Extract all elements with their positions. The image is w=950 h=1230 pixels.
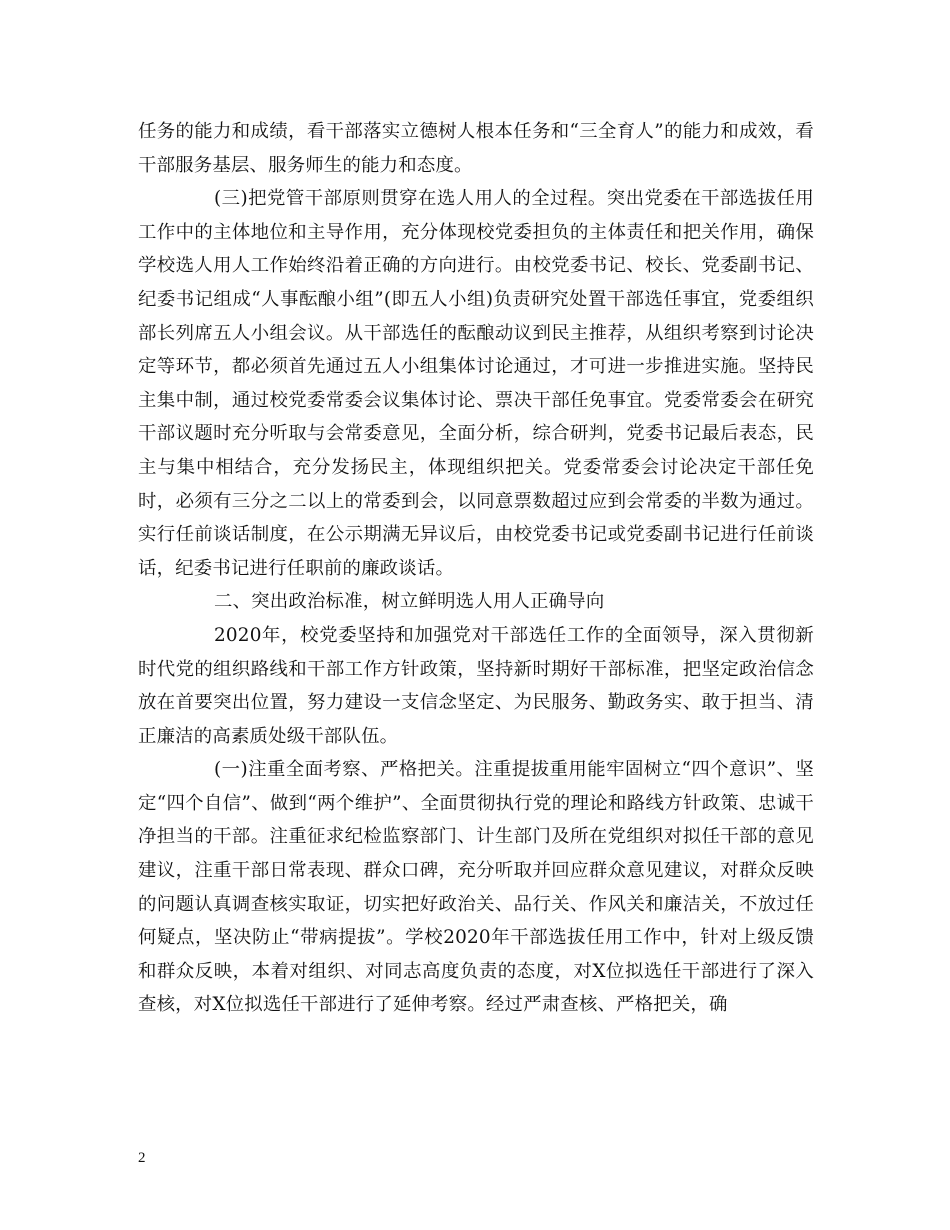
page-number: 2 (138, 1150, 146, 1166)
paragraph-continuation: 任务的能力和成绩，看干部落实立德树人根本任务和“三全育人”的能力和成效，看干部服务基层、服务师生的能力和态度。 (138, 121, 814, 176)
section-heading-two: 二、突出政治标准，树立鲜明选人用人正确导向 (214, 591, 605, 613)
paragraph-2020-overview: 2020年，校党委坚持和加强党对干部选任工作的全面领导，深入贯彻新时代党的组织路线和干部工作方针政策，坚持新时期好干部标准，把坚定政治信念放在首要突出位置，努力建设一支信念坚定、为民服务、勤政务实、敢于担当、清正廉洁的高素质处级干部队伍。 (138, 624, 814, 747)
paragraph-section-three: (三)把党管干部原则贯穿在选人用人的全过程。突出党委在干部选拔任用工作中的主体地位和主导作用，充分体现校党委担负的主体责任和把关作用，确保学校选人用人工作始终沿着正确的方向进行。由校党委书记、校长、党委副书记、纪委书记组成“人事酝酿小组”(即五人小组)负责研究处置干部选任事宜，党委组织部长列席五人小组会议。从干部选任的酝酿动议到民主推荐，从组织考察到讨论决定等环节，都必须首先通过五人小组集体讨论通过，才可进一步推进实施。坚持民主集中制，通过校党委常委会议集体讨论、票决干部任免事宜。党委常委会在研究干部议题时充分听取与会常委意见，全面分析，综合研判，党委书记最后表态，民主与集中相结合，充分发扬民主，体现组织把关。党委常委会讨论决定干部任免时，必须有三分之二以上的常委到会，以同意票数超过应到会常委的半数为通过。实行任前谈话制度，在公示期满无异议后，由校党委书记或党委副书记进行任前谈话，纪委书记进行任职前的廉政谈话。 (138, 188, 814, 579)
document-body (138, 115, 814, 1022)
paragraph-subsection-one: (一)注重全面考察、严格把关。注重提拔重用能牢固树立“四个意识”、坚定“四个自信”、做到“两个维护”、全面贯彻执行党的理论和路线方针政策、忠诚干净担当的干部。注重征求纪检监察部门、计生部门及所在党组织对拟任干部的意见建议，注重干部日常表现、群众口碑，充分听取并回应群众意见建议，对群众反映的问题认真调查核实取证，切实把好政治关、品行关、作风关和廉洁关，不放过任何疑点，坚决防止“带病提拔”。学校2020年干部选拔任用工作中，针对上级反馈和群众反映，本着对组织、对同志高度负责的态度，对X位拟选任干部进行了深入查核，对X位拟选任干部进行了延伸考察。经过严肃查核、严格把关，确 (138, 759, 814, 1016)
